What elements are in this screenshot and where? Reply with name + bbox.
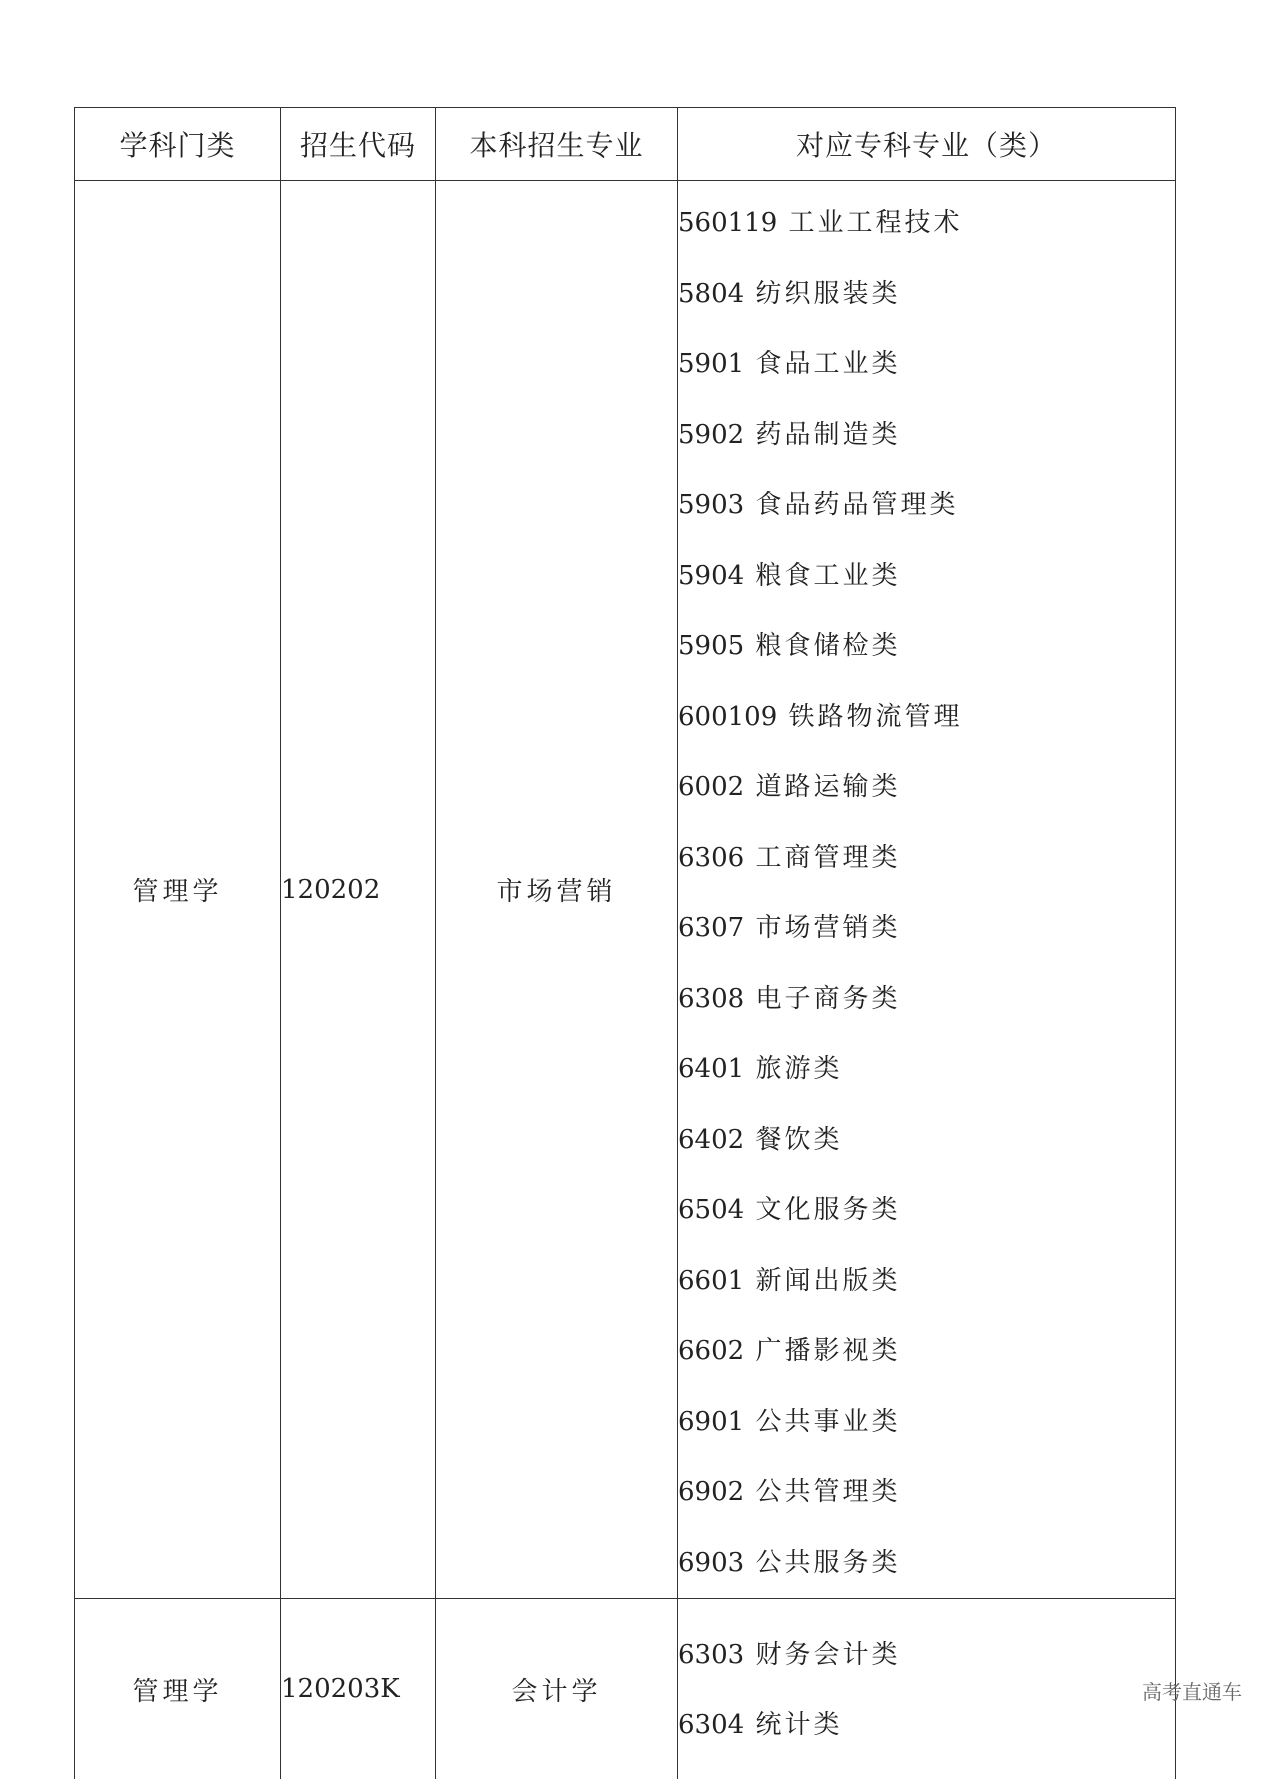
specialty-code: 6304	[678, 1710, 744, 1740]
specialty-list	[678, 1618, 1175, 1761]
specialty-name: 文化服务类	[755, 1195, 900, 1225]
specialty-code: 6402	[678, 1125, 744, 1155]
specialty-item	[678, 400, 1175, 471]
specialty-code: 560119	[678, 208, 777, 238]
specialty-code: 6902	[678, 1477, 744, 1507]
specialty-name: 新闻出版类	[755, 1266, 900, 1296]
specialty-item	[678, 188, 1175, 259]
majors-table	[74, 107, 1176, 1779]
specialty-code: 6901	[678, 1407, 744, 1437]
specialty-name: 工业工程技术	[789, 208, 963, 238]
specialty-code: 5901	[678, 349, 744, 379]
specialty-name: 市场营销类	[755, 913, 900, 943]
header-specialties: 对应专科专业（类）	[678, 108, 1176, 181]
specialty-name: 食品药品管理类	[755, 490, 958, 520]
specialty-item	[678, 541, 1175, 612]
specialty-code: 6601	[678, 1266, 744, 1296]
header-category: 学科门类	[75, 108, 281, 181]
specialty-item	[678, 1246, 1175, 1317]
specialty-item	[678, 611, 1175, 682]
specialty-code: 6903	[678, 1548, 744, 1578]
specialty-item	[678, 1105, 1175, 1176]
specialties-cell	[678, 1599, 1176, 1779]
specialty-name: 粮食工业类	[755, 561, 900, 591]
specialty-code: 5904	[678, 561, 744, 591]
specialty-name: 工商管理类	[755, 843, 900, 873]
specialty-name: 粮食储检类	[755, 631, 900, 661]
specialty-item	[678, 1175, 1175, 1246]
specialty-code: 6602	[678, 1336, 744, 1366]
specialty-code: 5903	[678, 490, 744, 520]
table-row	[75, 1599, 1176, 1779]
specialty-name: 铁路物流管理	[789, 702, 963, 732]
specialty-item	[678, 682, 1175, 753]
specialty-item	[678, 1034, 1175, 1105]
specialty-name: 药品制造类	[755, 420, 900, 450]
specialty-code: 6307	[678, 913, 744, 943]
specialty-name: 公共管理类	[755, 1477, 900, 1507]
specialty-code: 6308	[678, 984, 744, 1014]
specialty-item	[678, 964, 1175, 1035]
specialty-code: 600109	[678, 702, 777, 732]
table-header-row	[75, 108, 1176, 181]
specialty-item	[678, 1387, 1175, 1458]
specialty-name: 公共事业类	[755, 1407, 900, 1437]
header-code: 招生代码	[281, 108, 436, 181]
specialty-item	[678, 1528, 1175, 1599]
specialty-item	[678, 1690, 1175, 1761]
header-major: 本科招生专业	[436, 108, 678, 181]
specialty-name: 道路运输类	[755, 772, 900, 802]
specialty-code: 6504	[678, 1195, 744, 1225]
table-row	[75, 181, 1176, 1599]
specialty-name: 纺织服装类	[755, 279, 900, 309]
code-cell: 120202	[281, 181, 436, 1599]
major-cell: 会计学	[436, 1599, 678, 1779]
major-cell: 市场营销	[436, 181, 678, 1599]
category-cell: 管理学	[75, 1599, 281, 1779]
specialty-name: 旅游类	[755, 1054, 842, 1084]
specialty-name: 财务会计类	[755, 1640, 900, 1670]
specialty-code: 6401	[678, 1054, 744, 1084]
specialty-code: 6303	[678, 1640, 744, 1670]
specialty-item	[678, 1316, 1175, 1387]
specialty-name: 餐饮类	[755, 1125, 842, 1155]
specialty-name: 食品工业类	[755, 349, 900, 379]
specialty-name: 电子商务类	[755, 984, 900, 1014]
specialty-name: 公共服务类	[755, 1548, 900, 1578]
category-cell: 管理学	[75, 181, 281, 1599]
specialty-item	[678, 893, 1175, 964]
specialty-list	[678, 181, 1175, 1598]
specialty-item	[678, 752, 1175, 823]
code-cell: 120203K	[281, 1599, 436, 1779]
specialties-cell	[678, 181, 1176, 1599]
specialty-code: 5905	[678, 631, 744, 661]
specialty-item	[678, 470, 1175, 541]
specialty-code: 5902	[678, 420, 744, 450]
specialty-code: 5804	[678, 279, 744, 309]
specialty-item	[678, 823, 1175, 894]
watermark-text: 高考直通车	[1142, 1676, 1242, 1705]
specialty-name: 广播影视类	[755, 1336, 900, 1366]
specialty-item	[678, 1457, 1175, 1528]
specialty-code: 6002	[678, 772, 744, 802]
specialty-code: 6306	[678, 843, 744, 873]
specialty-item	[678, 259, 1175, 330]
specialty-item	[678, 329, 1175, 400]
specialty-item	[678, 1620, 1175, 1691]
specialty-name: 统计类	[755, 1710, 842, 1740]
